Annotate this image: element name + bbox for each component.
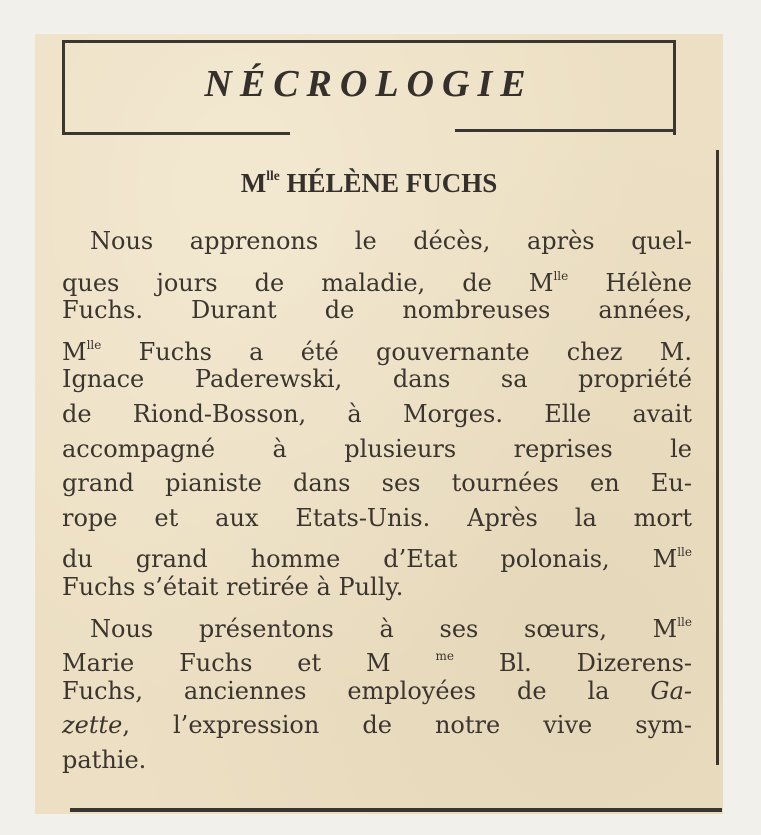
text-line	[62, 362, 692, 397]
superscript: lle	[86, 337, 102, 352]
text-segment: , l’expression de notre vive sym-	[122, 711, 692, 740]
text-segment: rope et aux Etats-Unis. Après la mort	[62, 503, 692, 532]
text-segment: Ignace Paderewski, dans sa propriété	[62, 365, 692, 394]
text-segment: Fuchs s’était retirée à Pully.	[62, 572, 404, 601]
text-segment: Nous présentons à ses sœurs, M	[90, 614, 678, 643]
text-line	[62, 674, 692, 709]
text-segment: M	[62, 337, 87, 366]
heading-prefix: M	[240, 168, 267, 199]
text-line	[62, 535, 692, 574]
superscript: me	[435, 649, 454, 664]
article-heading	[62, 168, 676, 199]
text-line	[62, 605, 692, 643]
heading-name: HÉLÈNE FUCHS	[286, 168, 498, 199]
text-line	[62, 259, 692, 297]
text-line	[62, 708, 692, 743]
bottom-rule	[70, 808, 722, 812]
text-line	[62, 743, 692, 778]
title-box-rule-left	[62, 132, 290, 135]
text-segment: Bl. Dizerens-	[453, 648, 693, 677]
heading-prefix-sup: lle	[266, 168, 280, 183]
text-line	[62, 293, 692, 328]
text-segment: Nous apprenons le décès, après quel-	[90, 227, 692, 255]
text-segment: Ga-	[650, 676, 692, 705]
text-segment: de Riond-Bosson, à Morges. Elle avait	[62, 399, 692, 428]
text-segment: accompagné à plusieurs reprises le	[62, 434, 692, 463]
section-title: NÉCROLOGIE	[204, 63, 534, 105]
text-segment: Marie Fuchs et M	[62, 648, 436, 677]
text-line	[62, 328, 692, 366]
superscript: lle	[677, 614, 692, 629]
text-line	[62, 397, 692, 432]
column-rule	[716, 150, 719, 765]
text-line	[62, 432, 692, 467]
superscript: lle	[553, 268, 569, 283]
text-line	[62, 466, 692, 501]
superscript: lle	[677, 545, 692, 560]
title-box-rule-right	[455, 129, 673, 132]
text-segment: grand pianiste dans ses tournées en Eu-	[62, 469, 692, 498]
text-segment: Fuchs a été gouvernante chez M.	[101, 337, 692, 366]
text-segment: Fuchs, anciennes employées de la	[62, 676, 651, 705]
text-segment: Hélène	[568, 268, 692, 297]
text-segment: ques jours de maladie, de M	[62, 268, 554, 297]
text-segment: Fuchs. Durant de nombreuses années,	[62, 296, 692, 325]
article-body	[62, 224, 692, 778]
text-segment: pathie.	[62, 745, 147, 774]
text-line	[62, 501, 692, 536]
text-segment: du grand homme d’Etat polonais, M	[62, 545, 678, 574]
text-line	[62, 639, 693, 677]
text-line	[62, 570, 692, 605]
text-line	[62, 224, 692, 259]
text-segment: zette	[62, 711, 123, 740]
